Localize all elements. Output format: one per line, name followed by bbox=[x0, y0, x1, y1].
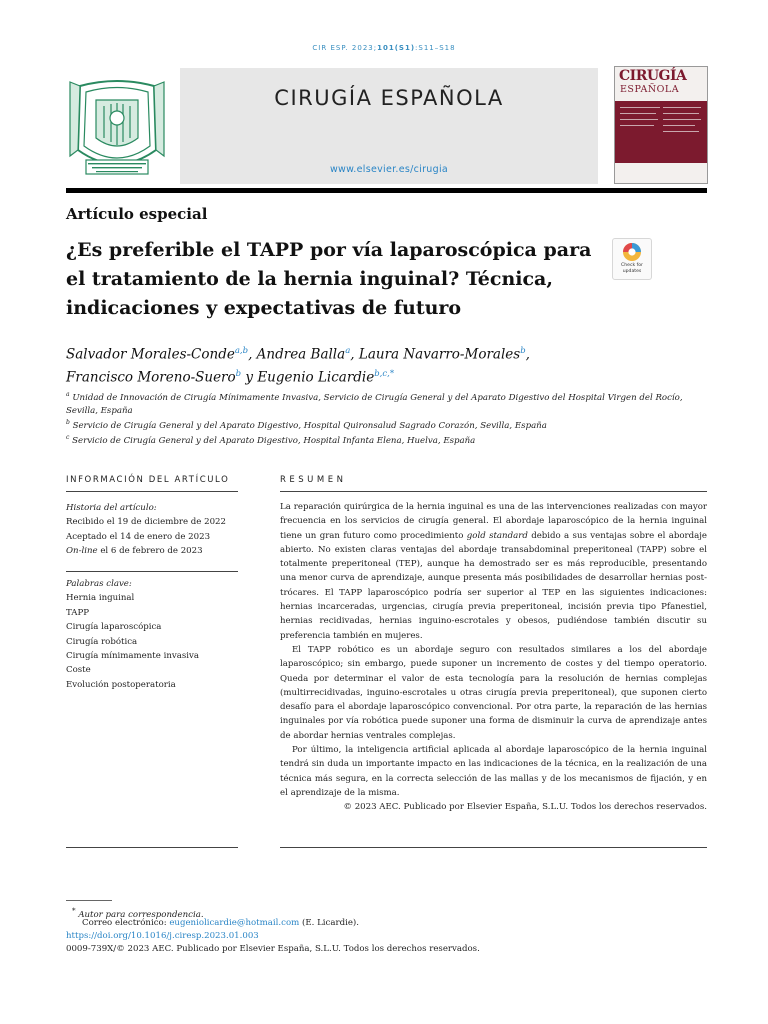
journal-cover-image bbox=[614, 66, 708, 184]
running-head bbox=[0, 44, 768, 52]
author-name: Andrea Balla bbox=[256, 346, 346, 363]
received-date: Recibido el 19 de diciembre de 2022 bbox=[66, 517, 226, 528]
author-list: Salvador Morales-Conde$^{a,b}$, Andrea Balla$^a$, Laura Navarro-Morales$^b$, Francisco Moreno-Suero$^b$ y Eugenio Licardie$^{b,c,*}$ bbox=[66, 346, 530, 385]
cover-text-line bbox=[663, 119, 701, 120]
journal-title: CIRUGÍA ESPAÑOLA bbox=[274, 86, 504, 110]
author-name: Eugenio Licardie bbox=[257, 369, 375, 385]
cover-text-line bbox=[620, 113, 656, 114]
footnote-email-line bbox=[82, 917, 359, 930]
running-head-journal: CIR ESP. bbox=[312, 44, 349, 52]
check-for-updates-line-1: Check for bbox=[621, 263, 643, 268]
article-info-rule bbox=[66, 491, 238, 492]
cover-text-line bbox=[663, 125, 695, 126]
history-label: Historia del artículo: bbox=[66, 503, 157, 513]
online-date bbox=[66, 544, 238, 558]
cover-text-line bbox=[663, 107, 701, 108]
society-seal-logo bbox=[66, 72, 168, 184]
article-history bbox=[66, 501, 238, 559]
affiliation bbox=[66, 388, 706, 419]
author-name: Laura Navarro-Morales bbox=[358, 346, 521, 363]
cover-footer bbox=[615, 163, 707, 183]
keyword: TAPP bbox=[66, 607, 90, 618]
crossmark-icon bbox=[613, 239, 651, 263]
cover-text-line bbox=[620, 125, 654, 126]
cover-text-line bbox=[620, 119, 658, 120]
keyword: Cirugía laparoscópica bbox=[66, 622, 162, 633]
abstract-rule bbox=[280, 847, 707, 848]
footnote-star: * bbox=[72, 906, 76, 915]
cover-text-line bbox=[620, 107, 660, 108]
affiliation-mark: a bbox=[66, 391, 70, 398]
author-affiliation-mark[interactable]: b,c,* bbox=[374, 368, 395, 379]
running-head-volume: 101(S1) bbox=[377, 44, 416, 52]
author-affiliation-mark[interactable]: b bbox=[235, 368, 242, 379]
affiliation-text: Servicio de Cirugía General y del Aparato Digestivo, Hospital Quironsalud Sagrado Corazón, Sevilla, España bbox=[72, 420, 547, 431]
author-conjunction: y bbox=[245, 369, 254, 385]
section-type: Artículo especial bbox=[66, 205, 208, 223]
abstract-paragraph bbox=[280, 500, 707, 643]
keyword: Cirugía robótica bbox=[66, 636, 138, 647]
affiliation bbox=[66, 431, 706, 448]
journal-url[interactable]: www.elsevier.es/cirugia bbox=[329, 164, 449, 175]
abstract-emphasis: gold standard bbox=[466, 530, 528, 541]
author-affiliation-mark[interactable]: a,b bbox=[234, 346, 249, 356]
masthead-rule bbox=[66, 188, 707, 193]
affiliation-text: Servicio de Cirugía General y del Aparato Digestivo, Hospital Infanta Elena, Huelva, España bbox=[72, 435, 476, 446]
abstract-heading: RESUMEN bbox=[280, 475, 347, 485]
keywords-block bbox=[66, 577, 238, 692]
abstract-paragraph: El TAPP robótico es un abordaje seguro con resultados similares a los del abordaje laparoscópico; sin embargo, puede suponer un incremento de costes y del tiempo operatorio. Queda por determinar el valor de esta tecnología para la resolución de hernias complejas (multirrecidivadas, inguino-escrotales u otras cirugía previa preperitoneal), que suponen cierto desafío para el abordaje laparoscópico convencional. Por otra parte, la reparación de las hernias inguinales por vía robótica puede suponer una forma de disminuir la curva de aprendizaje antes de abordar hernias ventrales complejas. bbox=[280, 644, 707, 741]
author-name: Salvador Morales-Conde bbox=[66, 346, 235, 363]
abstract-paragraph: Por último, la inteligencia artificial aplicada al abordaje laparoscópico de la hernia inguinal tendrá sin duda un importante impacto en las indicaciones de la técnica, en la realización de una técnica más segura, en la correcta selección de las mallas y de los mecanismos de fijación, y en el aprendizaje de la misma. bbox=[280, 745, 707, 798]
abstract-copyright: © 2023 AEC. Publicado por Elsevier España, S.L.U. Todos los derechos reservados. bbox=[343, 802, 707, 813]
keyword: Hernia inguinal bbox=[66, 593, 135, 604]
author-name: Francisco Moreno-Suero bbox=[66, 369, 236, 385]
author-affiliation-mark[interactable]: a bbox=[345, 346, 351, 356]
article-info-rule bbox=[66, 571, 238, 572]
footnote-corresponding-text: Autor para correspondencia. bbox=[78, 909, 204, 920]
article-info-rule bbox=[66, 847, 238, 848]
keywords-label: Palabras clave: bbox=[66, 579, 132, 589]
abstract-rule bbox=[280, 491, 707, 492]
article-title: ¿Es preferible el TAPP por vía laparoscópica para el tratamiento de la hernia inguinal? Técnica, indicaciones y expectativas de futuro bbox=[66, 239, 592, 319]
article-info-heading: INFORMACIÓN DEL ARTÍCULO bbox=[66, 475, 230, 485]
keyword: Evolución postoperatoria bbox=[66, 679, 176, 690]
keyword: Coste bbox=[66, 665, 91, 676]
abstract-text: La reparación quirúrgica de la hernia inguinal es una de las intervenciones realizadas con mayor frecuencia en los servicios de cirugía general. El abordaje laparoscópico de la hernia inguinal tiene un gran futuro como procedimiento bbox=[280, 502, 707, 541]
cover-text-line bbox=[663, 131, 699, 132]
running-head-year: 2023; bbox=[351, 44, 378, 52]
affiliation-text: Unidad de Innovación de Cirugía Mínimamente Invasiva, Servicio de Cirugía General y del Aparato Digestivo del Hospital Virgen del Rocío, Sevilla, España bbox=[66, 392, 683, 417]
doi-link[interactable]: https://doi.org/10.1016/j.ciresp.2023.01.003 bbox=[66, 931, 259, 941]
cover-title-2: ESPAÑOLA bbox=[620, 84, 680, 95]
online-prefix: On-line bbox=[66, 546, 98, 557]
affiliation-mark: c bbox=[66, 434, 70, 441]
cover-text-line bbox=[663, 113, 699, 114]
author-affiliation-mark[interactable]: b bbox=[520, 346, 526, 356]
cover-title-1: CIRUGÍA bbox=[619, 68, 687, 84]
online-date-text: el 6 de febrero de 2023 bbox=[97, 546, 203, 557]
email-link[interactable]: eugeniolicardie@hotmail.com bbox=[169, 918, 300, 928]
affiliation-mark: b bbox=[66, 419, 70, 426]
abstract-body bbox=[280, 500, 707, 815]
accepted-date: Aceptado el 14 de enero de 2023 bbox=[66, 531, 211, 542]
check-for-updates-badge[interactable] bbox=[612, 238, 652, 280]
running-head-pages: :S11–S18 bbox=[415, 44, 456, 52]
issn-line: 0009-739X/© 2023 AEC. Publicado por Elsevier España, S.L.U. Todos los derechos reservados. bbox=[66, 944, 480, 954]
footnote-rule bbox=[66, 900, 112, 901]
email-suffix: (E. Licardie). bbox=[299, 918, 360, 928]
abstract-text: debido a sus ventajas sobre el abordaje abierto. No existen claras ventajas del abordaje transabdominal preperitoneal (TAPP) sobre el totalmente preperitoneal (TEP), aunque ha demostrado ser es más reproducible, presentando una menor curva de aprendizaje, aunque presenta más posibilidades de desarrollar hernias post-trócares. El TAPP laparoscópico podría ser superior al TEP en las siguientes indicaciones: hernias incarceradas, urgencias, cirugía previa preperitoneal, incisión previa tipo Pfanestiel, hernias recidivadas, hernias inguino-escrotales y obesos, pudiéndose también discutir su preferencia también en mujeres. bbox=[280, 530, 707, 641]
check-for-updates-line-2: updates bbox=[622, 268, 642, 274]
email-label: Correo electrónico: bbox=[82, 918, 170, 928]
check-for-updates-label bbox=[613, 263, 651, 274]
keyword: Cirugía mínimamente invasiva bbox=[66, 651, 199, 662]
